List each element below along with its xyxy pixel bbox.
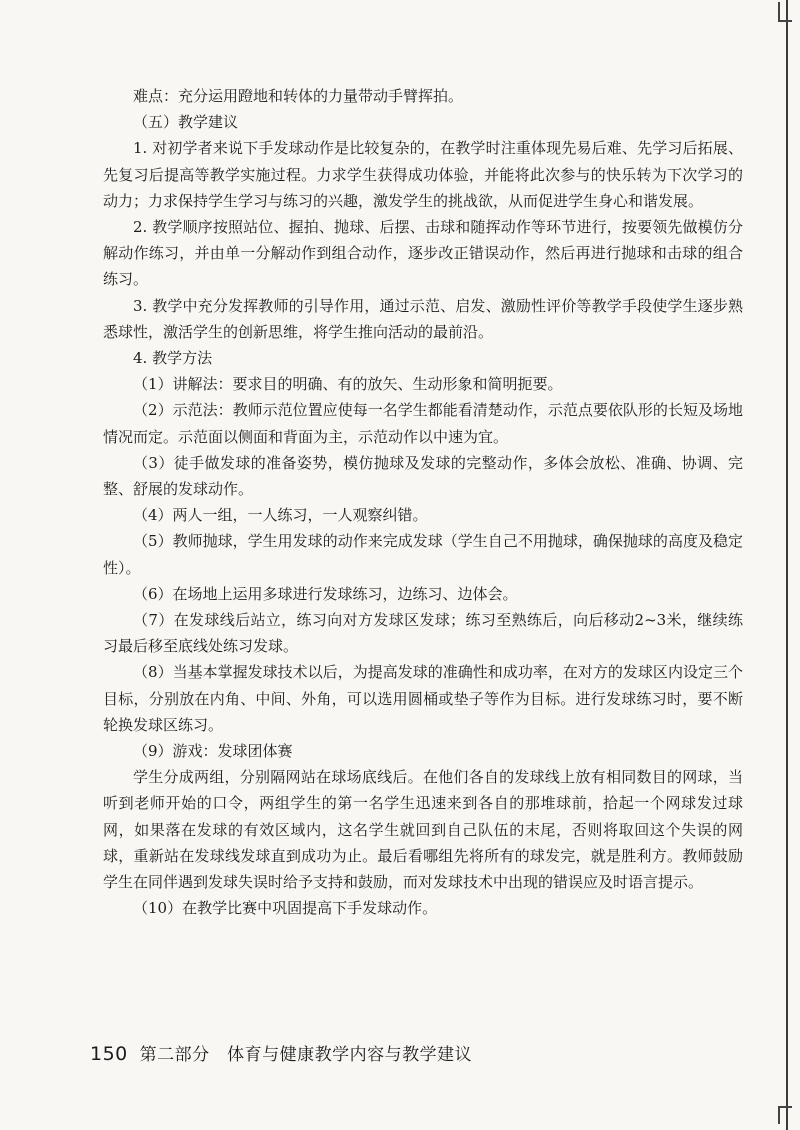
paragraph-suggestion-3: 3. 教学中充分发挥教师的引导作用，通过示范、启发、激励性评价等教学手段使学生逐步熟悉球性，激活学生的创新思维，将学生推向活动的最前沿。: [103, 296, 743, 341]
method-item-9-game-title: （9）游戏：发球团体赛: [133, 742, 293, 761]
page-footer: [90, 1040, 472, 1065]
heading-teaching-methods: 4. 教学方法: [133, 349, 213, 368]
method-item-2: （2）示范法：教师示范位置应使每一名学生都能看清楚动作，示范点要依队形的长短及场地情况而定。示范面以侧面和背面为主，示范动作以中速为宜。: [103, 401, 743, 446]
section-heading-teaching-suggestions: （五）教学建议: [133, 113, 239, 132]
method-item-4: （4）两人一组，一人练习，一人观察纠错。: [133, 506, 428, 525]
body-text: [103, 83, 743, 922]
footer-section-title: 第二部分 体育与健康教学内容与教学建议: [139, 1045, 473, 1065]
page-number: 150: [90, 1043, 128, 1065]
paragraph-difficulty: 难点：充分运用蹬地和转体的力量带动手臂挥拍。: [133, 87, 464, 105]
method-item-6: （6）在场地上运用多球进行发球练习，边练习、边体会。: [133, 584, 518, 603]
method-item-7: （7）在发球线后站立，练习向对方发球区发球；练习至熟练后，向后移动2~3米，继续练习最后移至底线处练习发球。: [103, 611, 743, 656]
page-edge-line: [786, 0, 788, 1130]
method-item-1: （1）讲解法：要求目的明确、有的放矢、生动形象和简明扼要。: [133, 375, 563, 394]
paragraph-suggestion-2: 2. 教学顺序按照站位、握拍、抛球、后摆、击球和随挥动作等环节进行，按要领先做模仿分解动作练习，并由单一分解动作到组合动作，逐步改正错误动作，然后再进行抛球和击球的组合练习。: [103, 218, 743, 289]
method-item-10: （10）在教学比赛中巩固提高下手发球动作。: [133, 899, 438, 918]
method-item-3: （3）徒手做发球的准备姿势，模仿抛球及发球的完整动作，多体会放松、准确、协调、完整、舒展的发球动作。: [103, 453, 743, 499]
paragraph-suggestion-1: 1. 对初学者来说下手发球动作是比较复杂的，在教学时注重体现先易后难、先学习后拓展、先复习后提高等教学实施过程。力求学生获得成功体验，并能将此次参与的快乐转为下次学习的动力；力求保持学生学习与练习的兴趣，激发学生的挑战欲，从而促进学生身心和谐发展。: [103, 139, 743, 210]
method-item-5: （5）教师抛球，学生用发球的动作来完成发球（学生自己不用抛球，确保抛球的高度及稳定性）。: [103, 532, 743, 577]
method-item-8: （8）当基本掌握发球技术以后，为提高发球的准确性和成功率，在对方的发球区内设定三个目标，分别放在内角、中间、外角，可以选用圆桶或垫子等作为目标。进行发球练习时，要不断轮换发球区练习。: [103, 663, 743, 734]
crop-mark-top: [778, 2, 792, 22]
game-description: 学生分成两组，分别隔网站在球场底线后。在他们各自的发球线上放有相同数目的网球，当听到老师开始的口令，两组学生的第一名学生迅速来到各自的那堆球前，拾起一个网球发过球网，如果落在发球的有效区域内，这名学生就回到自己队伍的末尾，否则将取回这个失误的网球，重新站在发球线发球直到成功为止。最后看哪组先将所有的球发完，就是胜利方。教师鼓励学生在同伴遇到发球失误时给予支持和鼓励，而对发球技术中出现的错误应及时语言提示。: [103, 768, 743, 892]
crop-mark-bottom: [778, 1106, 792, 1124]
